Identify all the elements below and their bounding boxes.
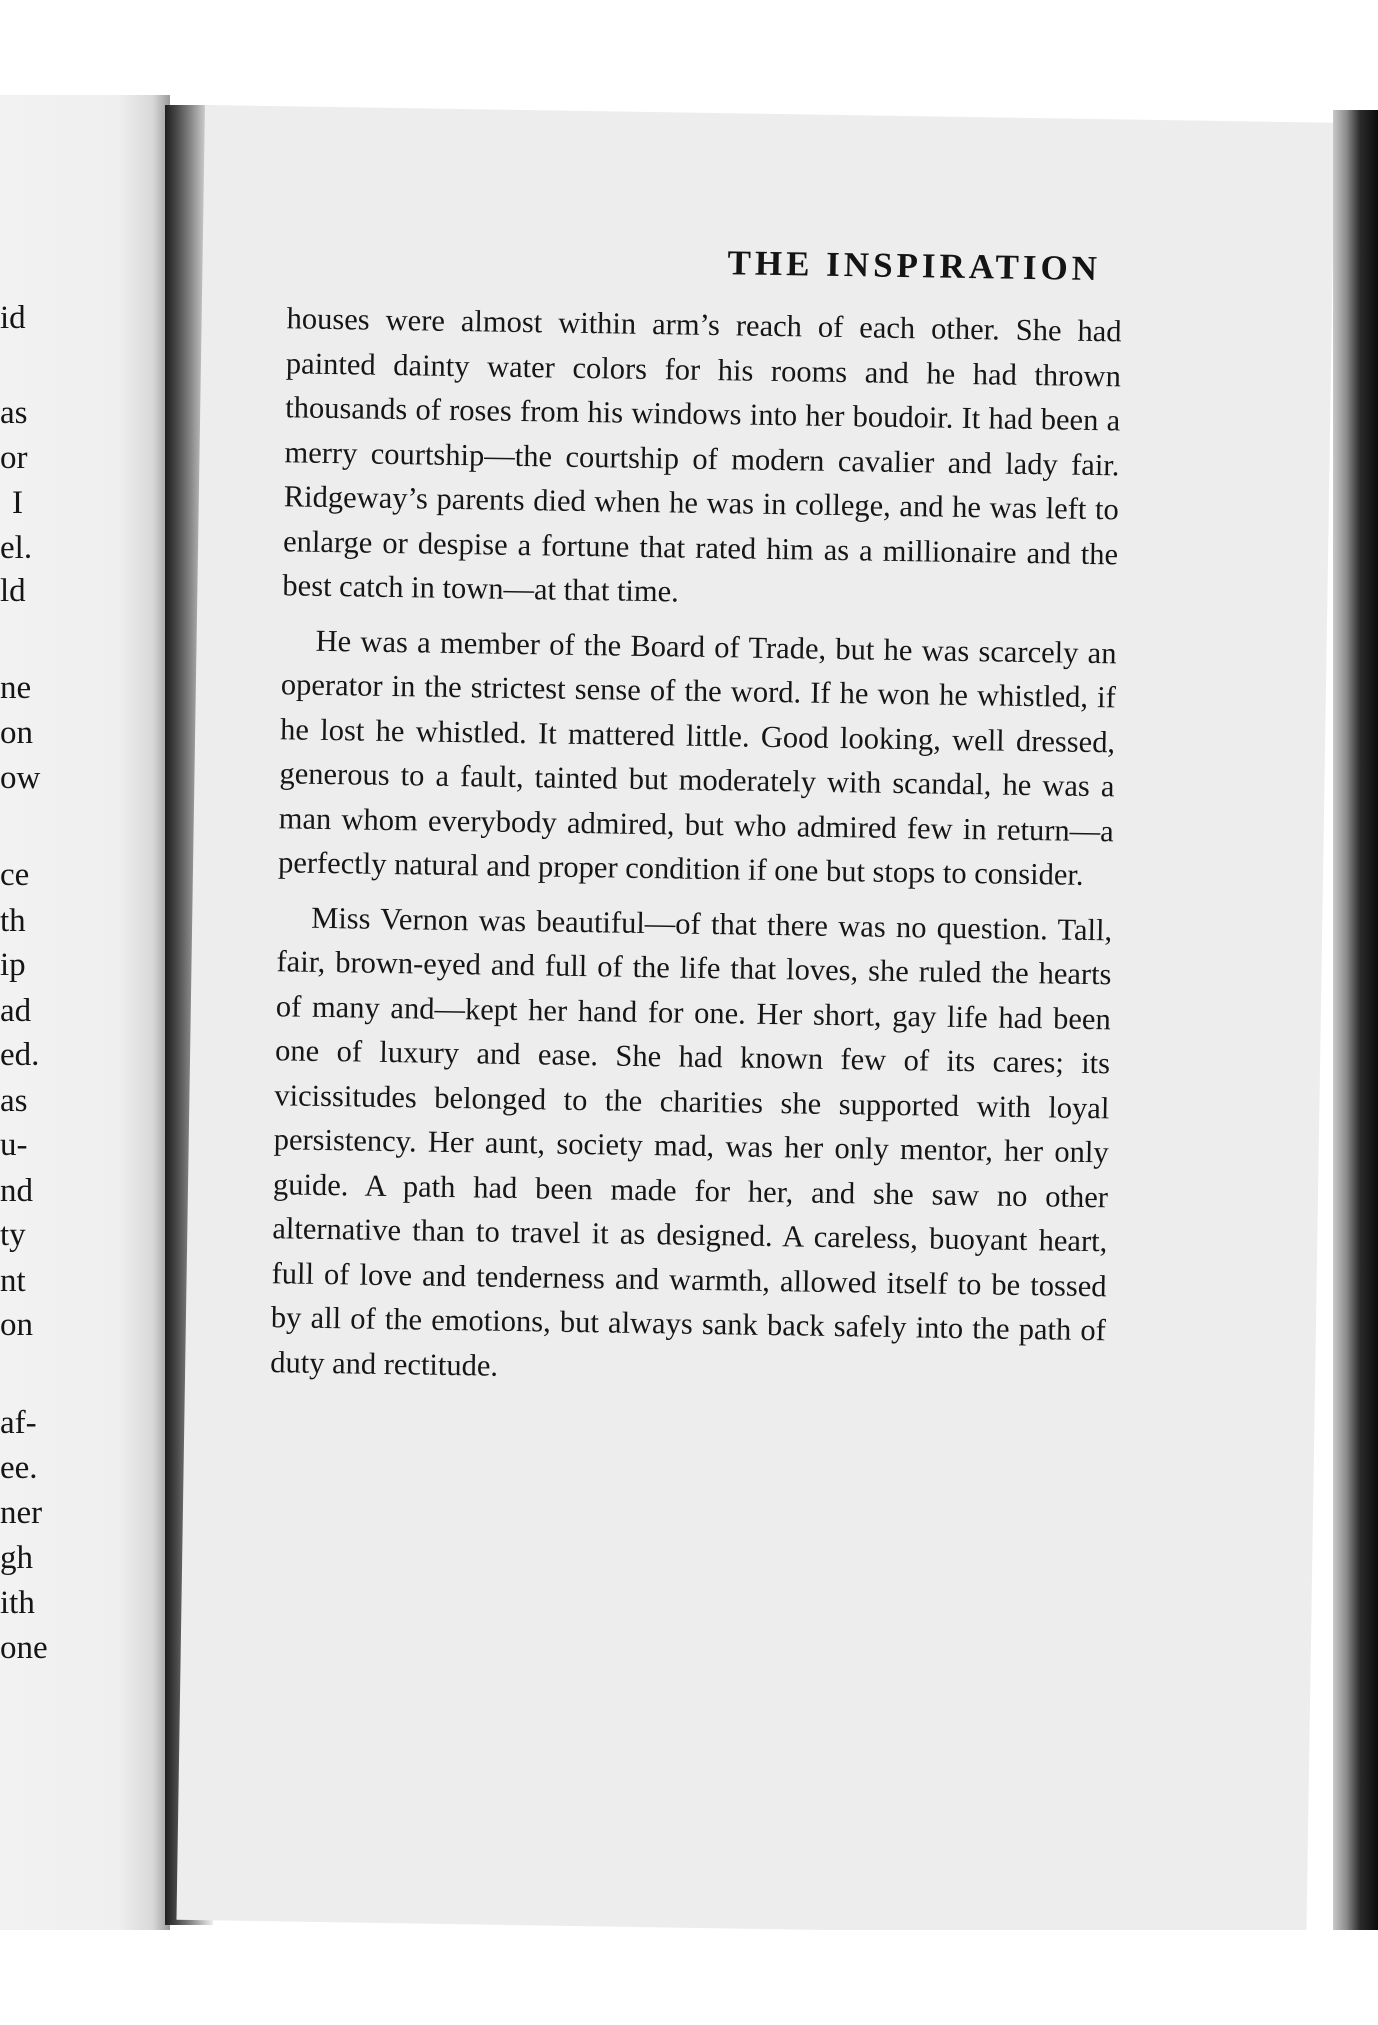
body-text [270, 296, 1122, 1397]
left-fragment: one [0, 1630, 48, 1666]
left-fragment: or [0, 440, 28, 476]
paragraph: He was a member of the Board of Trade, but he was scarcely an operator in the strictest sense of the word. If he won he whistled, if he lost he whistled. It mattered little. Good looking, well dressed, generous to a fault, tainted but moderately with scandal, he was a man whom everybody admired, but who admired few in return—a perfectly natural and proper condition if one but stops to consider. [277, 623, 1117, 892]
left-fragment: nt [0, 1263, 26, 1299]
right-page [176, 105, 1334, 1938]
left-fragment: ad [0, 993, 32, 1029]
left-fragment: ner [0, 1495, 43, 1531]
left-fragment: ed. [0, 1037, 40, 1073]
left-fragment: ty [0, 1217, 26, 1253]
left-fragment: ow [0, 760, 41, 796]
paragraph: Miss Vernon was beautiful—of that there was no question. Tall, fair, brown-eyed and full of the life that loves, she ruled the hearts of many and—kept her hand for one. Her short, gay life had been one of luxury and ease. She had known few of its cares; its vicissitudes belonged to the charities she supported with loyal persistency. Her aunt, society mad, was her only mentor, her only guide. A path had been made for her, and she saw no other alternative than to travel it as designed. A careless, buoyant heart, full of love and tenderness and warmth, allowed itself to be tossed by all of the emotions, but always sank back safely into the path of duty and rectitude. [270, 900, 1113, 1383]
left-fragment: as [0, 1083, 28, 1119]
left-fragment: id [0, 300, 26, 336]
running-title: THE INSPIRATION [727, 243, 1102, 289]
left-fragment: ce [0, 857, 30, 893]
left-fragment: gh [0, 1540, 33, 1576]
left-fragment: th [0, 903, 26, 939]
left-fragment: nd [0, 1173, 33, 1209]
left-fragment: on [0, 1307, 33, 1343]
paragraph: houses were almost within arm’s reach of each other. She had painted dainty water colors for his rooms and he had thrown thousands of roses from his windows into her boudoir. It had been a merry courtship—the courtship of modern cavalier and lady fair. Ridgeway’s parents died when he was in college, and he was left to enlarge or despise a fortune that rated him as a millionaire and the best catch in town—at that time. [282, 301, 1122, 609]
left-fragment: as [0, 395, 28, 431]
left-page [0, 95, 170, 1930]
left-fragment: af- [0, 1405, 37, 1441]
left-fragment: ith [0, 1585, 35, 1621]
left-fragment: I [12, 485, 23, 521]
left-fragment: ip [0, 947, 26, 983]
left-fragment: ne [0, 670, 32, 706]
left-fragment: on [0, 715, 33, 751]
bottom-background [0, 1930, 1378, 2025]
left-fragment: ld [0, 573, 26, 609]
left-fragment: u- [0, 1127, 28, 1163]
top-background [0, 0, 1378, 95]
page-edge-shadow [1333, 110, 1378, 1980]
left-fragment: el. [0, 530, 33, 566]
left-fragment: ee. [0, 1450, 38, 1486]
